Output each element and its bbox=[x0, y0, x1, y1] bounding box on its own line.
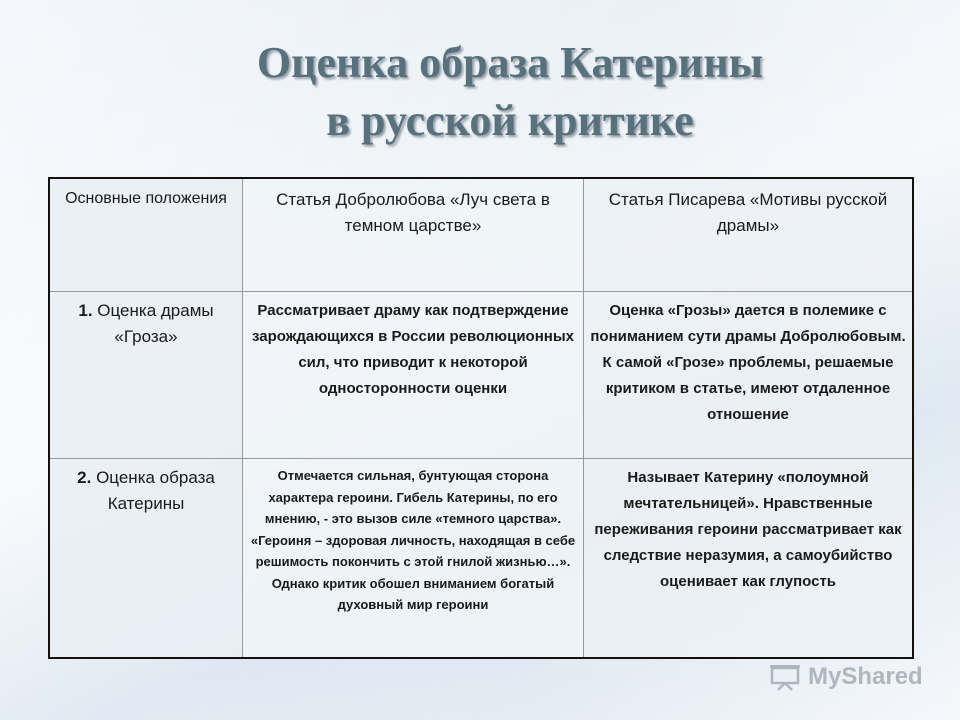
title-line-2: в русской критике bbox=[326, 96, 694, 145]
table-row bbox=[49, 292, 913, 459]
row-number: 1. bbox=[78, 301, 93, 320]
table-row bbox=[49, 459, 913, 659]
header-dobrolyubov: Статья Добролюбова «Луч света в темном царстве» bbox=[243, 178, 584, 292]
table-header-row bbox=[49, 178, 913, 292]
cell-dobrolyubov-katerina: Отмечается сильная, бунтующая сторона характера героини. Гибель Катерины, по его мнению, - это вызов силе «темного царства». «Героиня – здоровая личность, находящая в себе решимость покончить с этой гнилой жизнью…». Однако критик обошел вниманием богатый духовный мир героини bbox=[243, 459, 584, 659]
cell-pisarev-katerina: Называет Катерину «полоумной мечтательницей». Нравственные переживания героини рассматривает как следствие неразумия, а самоубийство оценивает как глупость bbox=[584, 459, 914, 659]
row-number: 2. bbox=[77, 468, 92, 487]
cell-pisarev-drama: Оценка «Грозы» дается в полемике с пониманием сути драмы Добролюбовым. К самой «Грозе» проблемы, решаемые критиком в статье, имеют отдаленное отношение bbox=[584, 292, 914, 459]
row-label-text: Оценка драмы «Гроза» bbox=[97, 301, 214, 346]
watermark bbox=[768, 662, 923, 692]
header-main-points: Основные положения bbox=[49, 178, 243, 292]
row-label-drama bbox=[49, 292, 243, 459]
critique-table bbox=[48, 177, 914, 659]
watermark-text: MyShared bbox=[808, 663, 923, 690]
title-line-1: Оценка образа Катерины bbox=[256, 38, 764, 87]
header-pisarev: Статья Писарева «Мотивы русской драмы» bbox=[584, 178, 914, 292]
row-label-katerina bbox=[49, 459, 243, 659]
cell-dobrolyubov-drama: Рассматривает драму как подтверждение зарождающихся в России революционных сил, что приводит к некоторой односторонности оценки bbox=[243, 292, 584, 459]
projector-screen-icon bbox=[768, 663, 802, 691]
row-label-text: Оценка образа Катерины bbox=[96, 468, 215, 513]
page-title bbox=[130, 34, 890, 150]
